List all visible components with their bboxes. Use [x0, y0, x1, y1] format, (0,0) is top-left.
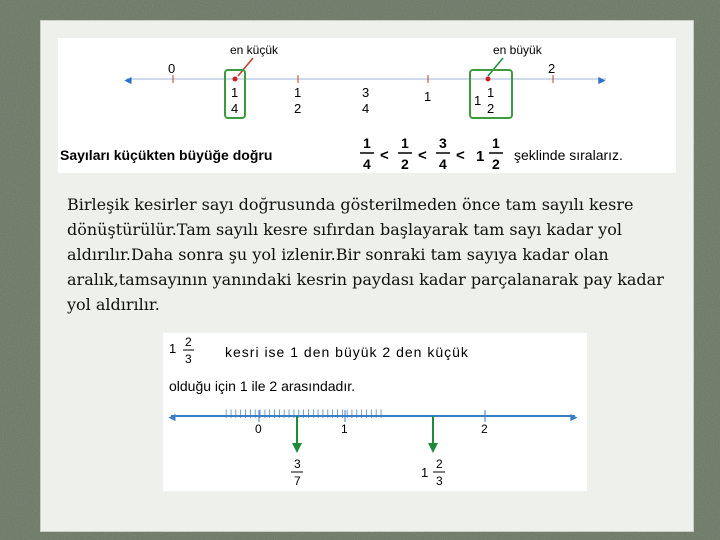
description-line-2: olduğu için 1 ile 2 arasındadır.: [169, 378, 356, 394]
mark-b-num: 2: [436, 457, 443, 471]
mixed-whole: 1: [474, 93, 482, 108]
tick-label-0: 0: [255, 422, 262, 436]
frac1-den: 4: [231, 101, 239, 116]
cmp-f5-whole: 1: [476, 148, 485, 165]
arrow-a-head: [292, 443, 302, 453]
mixed-num: 1: [487, 85, 495, 100]
ordering-number-line-figure: [58, 38, 676, 173]
mark-b-den: 3: [436, 474, 443, 488]
tick-label-2: 2: [481, 422, 488, 436]
frac3-num: 3: [362, 85, 370, 100]
ordering-caption: Sayıları küçükten büyüğe doğru: [60, 147, 273, 163]
explanation-paragraph: Birleşik kesirler sayı doğrusunda gösterilmeden önce tam sayılı kesre dönüştürülür.Tam sayılı kesre sıfırdan başlayarak tam sayı kadar yol aldırılır.Daha sonra şu yol izlenir.Bir sonraki tam sayıya kadar olan aralık,tamsayının yanındaki kesrin paydası kadar parçalanarak pay kadar yol aldırılır.: [67, 195, 664, 314]
frac1-num: 1: [231, 85, 239, 100]
mixed-den: 3: [185, 352, 192, 366]
arrow-b-head: [428, 443, 438, 453]
cmp-lt-3: <: [456, 147, 465, 164]
tick-label-0: 0: [168, 61, 176, 76]
cmp-f5-den: 2: [492, 156, 500, 172]
left-arrow-icon: ◄: [166, 410, 178, 424]
right-arrow-icon: ►: [568, 410, 580, 424]
explanation-text: [67, 192, 687, 317]
mixed-den: 2: [487, 101, 495, 116]
whole-one: 1: [424, 89, 432, 104]
cmp-f1-den: 4: [363, 156, 371, 172]
cmp-f2-den: 2: [401, 156, 409, 172]
mixed-fraction-figure: [163, 333, 587, 491]
mixed-whole: 1: [169, 341, 177, 356]
description-line-1: kesri ise 1 den büyük 2 den küçük: [225, 344, 469, 360]
cmp-f3-num: 3: [439, 135, 447, 151]
mark-b-whole: 1: [421, 465, 429, 480]
label-max: en büyük: [493, 43, 542, 57]
left-arrow-icon: ◄: [122, 73, 134, 87]
mark-a-num: 3: [294, 457, 301, 471]
frac2-num: 1: [294, 85, 302, 100]
small-ticks: | | | | | | | | | | | | | | | | | | | | | | | | | | | | | | | | |: [225, 408, 383, 418]
point-one-half: [486, 77, 491, 82]
caption-end: şeklinde sıralarız.: [514, 147, 623, 163]
mark-a-den: 7: [294, 474, 301, 488]
cmp-lt-2: <: [418, 147, 427, 164]
right-arrow-icon: ►: [596, 73, 608, 87]
cmp-f2-num: 1: [401, 135, 409, 151]
point-quarter: [233, 77, 238, 82]
cmp-f1-num: 1: [363, 135, 371, 151]
frac3-den: 4: [362, 101, 370, 116]
mixed-num: 2: [185, 335, 192, 349]
pointer-max-arrow: [488, 58, 503, 76]
cmp-f3-den: 4: [439, 156, 447, 172]
label-min: en küçük: [230, 43, 279, 57]
tick-label-2: 2: [548, 61, 556, 76]
tick-label-1: 1: [341, 422, 348, 436]
cmp-lt-1: <: [380, 147, 389, 164]
frac2-den: 2: [294, 101, 302, 116]
cmp-f5-num: 1: [492, 135, 500, 151]
